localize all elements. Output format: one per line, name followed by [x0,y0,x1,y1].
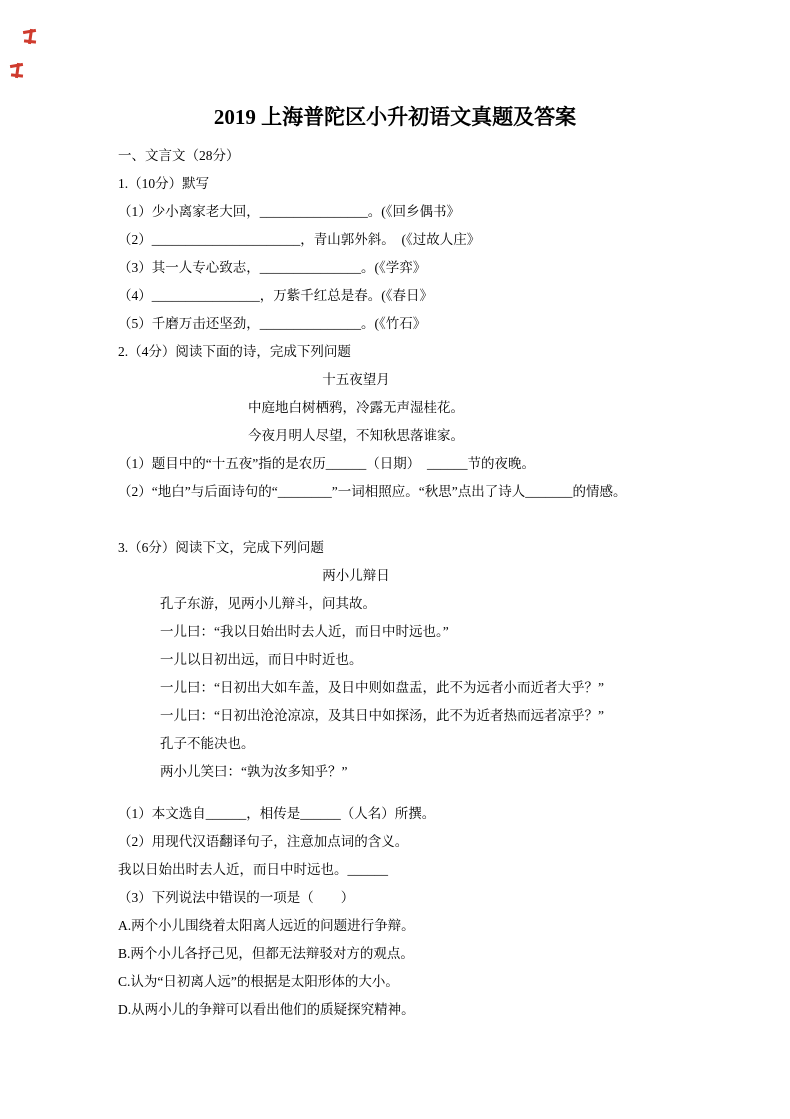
section-heading: 一、文言文（28分） [118,148,240,163]
document-body [118,102,672,1024]
question3-header: 3.（6分）阅读下文，完成下列问题 [118,540,324,555]
passage-line-6: 孔子不能决也。 [160,736,255,751]
passage-title: 两小儿辩日 [322,568,390,583]
question1-item-3: （3）其一人专心致志，_______________。(《学弈》 [118,260,427,275]
passage-line-2: 一儿曰：“我以日始出时去人近，而日中时远也。” [160,624,449,639]
question2-item-2: （2）“地白”与后面诗句的“________”一词相照应。“秋思”点出了诗人_______的情感。 [118,484,627,499]
option-c: C.认为“日初离人远”的根据是太阳形体的大小。 [118,974,399,989]
page-title: 2019 上海普陀区小升初语文真题及答案 [213,105,577,129]
passage-line-4: 一儿曰：“日初出大如车盖，及日中则如盘盂，此不为远者小而近者大乎？” [160,680,604,695]
question1-item-1: （1）少小离家老大回，________________。(《回乡偶书》 [118,204,460,219]
question3-item-2: （2）用现代汉语翻译句子，注意加点词的含义。 [118,834,409,849]
option-d: D.从两小儿的争辩可以看出他们的质疑探究精神。 [118,1002,415,1017]
blank-line [118,506,672,534]
option-a: A.两个小儿围绕着太阳离人远近的问题进行争辩。 [118,918,415,933]
question3-item-2-sentence: 我以日始出时去人近，而日中时远也。______ [118,862,388,877]
passage-line-3: 一儿以日初出远，而日中时近也。 [160,652,363,667]
option-b: B.两个小儿各抒己见，但都无法辩驳对方的观点。 [118,946,414,961]
blank-half-line [118,786,672,800]
poem-line-1: 中庭地白树栖鸦，冷露无声湿桂花。 [248,400,464,415]
red-corner-mark-1 [22,28,39,47]
question1-item-2: （2）______________________，青山郭外斜。 (《过故人庄》 [118,232,481,247]
question1-item-5: （5）千磨万击还坚劲，_______________。(《竹石》 [118,316,427,331]
passage-line-5: 一儿曰：“日初出沧沧凉凉，及其日中如探汤，此不为近者热而远者凉乎？” [160,708,604,723]
question3-item-1: （1）本文选自______，相传是______（人名）所撰。 [118,806,436,821]
question1-item-4: （4）________________，万紫千红总是春。(《春日》 [118,288,433,303]
passage-line-1: 孔子东游，见两小儿辩斗，问其故。 [160,596,376,611]
question2-item-1: （1）题目中的“十五夜”指的是农历______（日期） ______节的夜晚。 [118,456,535,471]
passage-line-7: 两小儿笑曰：“孰为汝多知乎？” [160,764,348,779]
question3-item-3: （3）下列说法中错误的一项是（ ） [118,890,355,905]
poem-title: 十五夜望月 [322,372,390,387]
question2-header: 2.（4分）阅读下面的诗，完成下列问题 [118,344,351,359]
question1-header: 1.（10分）默写 [118,176,210,191]
poem-line-2: 今夜月明人尽望，不知秋思落谁家。 [248,428,464,443]
red-corner-mark-2 [9,62,26,81]
